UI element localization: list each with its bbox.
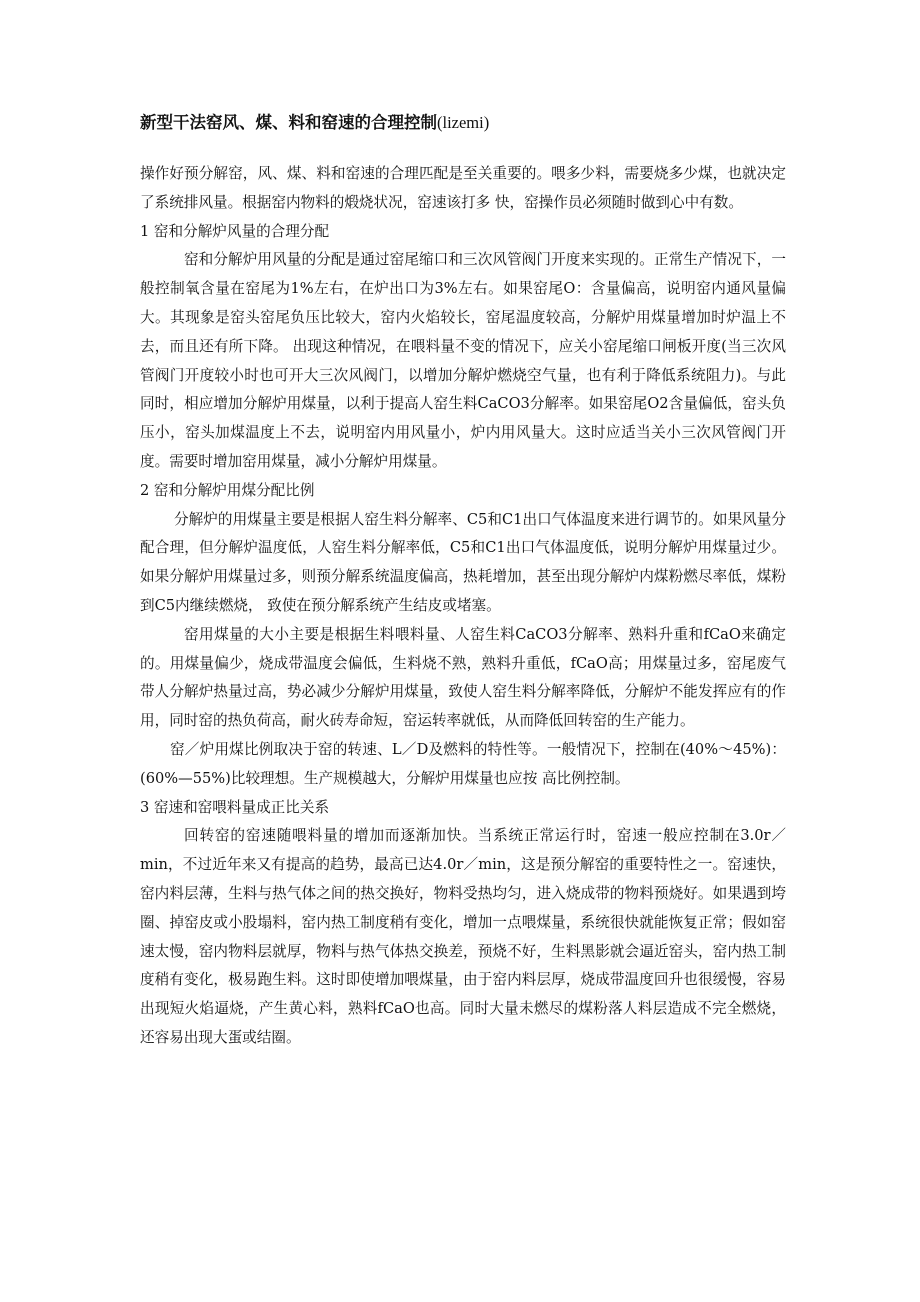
section-2-paragraph-3: 窑／炉用煤比例取决于窑的转速、L／D及燃料的特性等。一般情况下，控制在(40%～45%)：(60%—55%)比较理想。生产规模越大，分解炉用煤量也应按 高比例控制。	[140, 740, 786, 787]
section-1-heading: 1 窑和分解炉风量的合理分配	[140, 222, 330, 240]
title-main: 新型干法窑风、煤、料和窑速的合理控制	[140, 113, 437, 132]
section-2-heading: 2 窑和分解炉用煤分配比例	[140, 481, 315, 499]
document-body	[140, 160, 786, 1053]
section-2-paragraph-2: 窑用煤量的大小主要是根据生料喂料量、人窑生料CaCO3分解率、熟料升重和fCaO来确定的。用煤量偏少，烧成带温度会偏低，生料烧不熟，熟料升重低，fCaO高；用煤量过多，窑尾废气带人分解炉热量过高，势必减少分解炉用煤量，致使人窑生料分解率降低，分解炉不能发挥应有的作用，同时窑的热负荷高，耐火砖寿命短，窑运转率就低，从而降低回转窑的生产能力。	[140, 625, 786, 730]
document-title	[140, 108, 800, 138]
section-2-paragraph-1: 分解炉的用煤量主要是根据人窑生料分解率、C5和C1出口气体温度来进行调节的。如果风量分配合理，但分解炉温度低，人窑生料分解率低，C5和C1出口气体温度低，说明分解炉用煤量过少。如果分解炉用煤量过多，则预分解系统温度偏高，热耗增加，甚至出现分解炉内煤粉燃尽率低，煤粉到C5内继续燃烧， 致使在预分解系统产生结皮或堵塞。	[140, 510, 786, 614]
section-3-heading: 3 窑速和窑喂料量成正比关系	[140, 798, 330, 816]
section-3-paragraph-1: 回转窑的窑速随喂料量的增加而逐渐加快。当系统正常运行时，窑速一般应控制在3.0r／min，不过近年来又有提高的趋势，最高已达4.0r／min，这是预分解窑的重要特性之一。窑速快，窑内料层薄，生料与热气体之间的热交换好，物料受热均匀，进入烧成带的物料预烧好。如果遇到垮圈、掉窑皮或小股塌料，窑内热工制度稍有变化，增加一点喂煤量，系统很快就能恢复正常；假如窑速太慢，窑内物料层就厚，物料与热气体热交换差，预烧不好，生料黑影就会逼近窑头，窑内热工制度稍有变化，极易跑生料。这时即使增加喂煤量，由于窑内料层厚，烧成带温度回升也很缓慢，容易出现短火焰逼烧，产生黄心料，熟料fCaO也高。同时大量未燃尽的煤粉落人料层造成不完全燃烧，还容易出现大蛋或结圈。	[140, 827, 786, 1046]
section-1-paragraph-1: 窑和分解炉用风量的分配是通过窑尾缩口和三次风管阀门开度来实现的。正常生产情况下，一般控制氧含量在窑尾为1%左右，在炉出口为3%左右。如果窑尾O：含量偏高，说明窑内通风量偏大。其现象是窑头窑尾负压比较大，窑内火焰较长，窑尾温度较高，分解炉用煤量增加时炉温上不去，而且还有所下降。 出现这种情况，在喂料量不变的情况下，应关小窑尾缩口闸板开度(当三次风管阀门开度较小时也可开大三次风阀门，以增加分解炉燃烧空气量，也有利于降低系统阻力)。与此同时，相应增加分解炉用煤量，以利于提高人窑生料CaCO3分解率。如果窑尾O2含量偏低，窑头负压小，窑头加煤温度上不去，说明窑内用风量小，炉内用风量大。这时应适当关小三次风管阀门开度。需要时增加窑用煤量，减小分解炉用煤量。	[140, 251, 786, 470]
intro-paragraph: 操作好预分解窑，风、煤、料和窑速的合理匹配是至关重要的。喂多少料，需要烧多少煤，也就决定了系统排风量。根据窑内物料的煅烧状况，窑速该打多 快，窑操作员必须随时做到心中有数。	[140, 165, 786, 211]
title-suffix: (lizemi)	[437, 113, 490, 132]
